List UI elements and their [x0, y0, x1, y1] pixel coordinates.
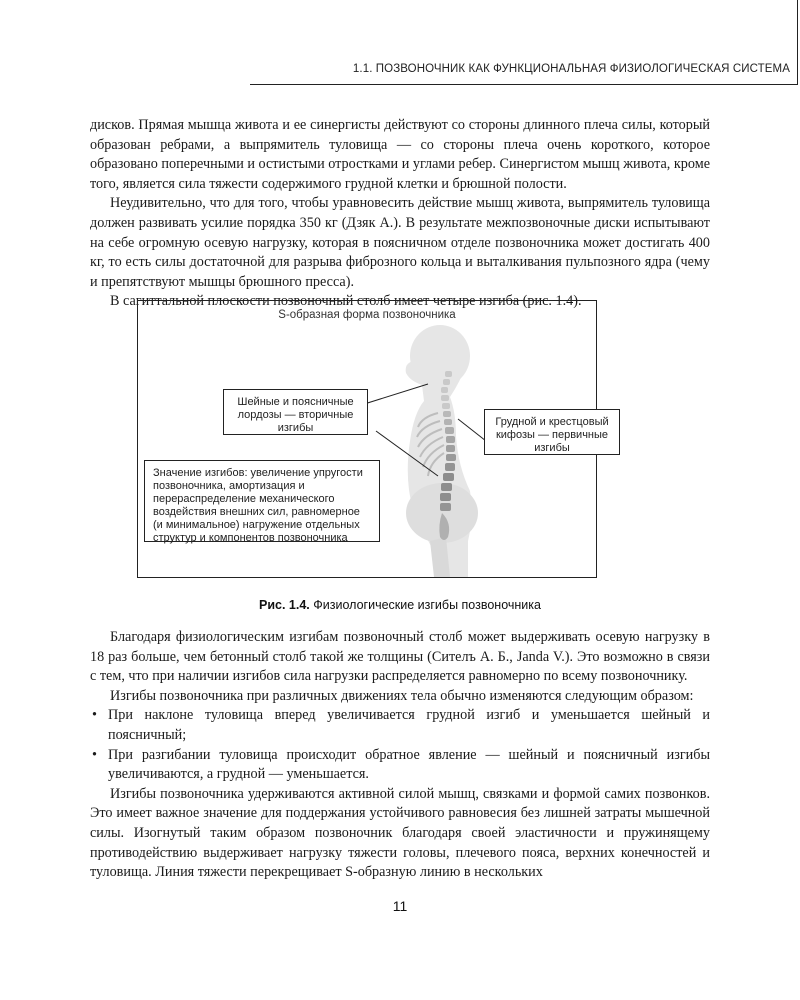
paragraph-5: Изгибы позвоночника при различных движениях тела обычно изменяются следующим образом:: [110, 687, 694, 704]
figure-caption: [0, 598, 800, 612]
corner-rule: [797, 0, 798, 84]
paragraph-4: Благодаря физиологическим изгибам позвоночный столб может выдерживать осевую нагрузку в 18 раз больше, чем бетонный столб такой же толщины (Сителъ А. Б., Janda V.). Это возможно в связи с тем, что при наличии изгибов сила нагрузки распределяется равномерно по всему позвоночнику.: [90, 629, 710, 685]
list-item-text: При наклоне туловища вперед увеличивается грудной изгиб и уменьшается шейный и поясничный;: [108, 707, 710, 743]
page-number: 11: [392, 898, 408, 914]
caption-text: Физиологические изгибы позвоночника: [313, 598, 541, 612]
paragraph-6: Изгибы позвоночника удерживаются активной силой мышц, связками и формой самих позвонков. Это имеет важное значение для поддержания устойчивого равновесия без лишней затраты мышечной силы. Изогнутый таким образом позвоночник благодаря своей эластичности и пружинящему противодействию выдерживает нагрузку тяжести головы, плечевого пояса, верхних конечностей и туловища. Линия тяжести перекрещивает S-образную линию в нескольких: [90, 785, 710, 881]
callout-meaning: Значение изгибов: увеличение упругости позвоночника, амортизация и перераспределение механического воздействия внешних сил, равномерное (и минимальное) нагружение отдельных структур и компонентов позвоночника: [144, 460, 380, 542]
list-item: [90, 706, 710, 745]
list-item-text: При разгибании туловища происходит обратное явление — шейный и поясничный изгибы увеличиваются, а грудной — уменьшается.: [108, 746, 710, 783]
body-text-bottom: [90, 628, 710, 883]
header-rule: [250, 84, 798, 85]
list-item: [90, 746, 710, 785]
paragraph-2: Неудивительно, что для того, чтобы уравновесить действие мышц живота, выпрямитель туловища должен развивать усилие порядка 350 кг (Дзяк А.). В результате межпозвоночные диски испытывают на себе огромную осевую нагрузку, которая в поясничном отделе позвоночника может достигать 400 кг, то есть силы достаточной для разрыва фиброзного кольца и выталкивания пульпозного ядра (чему и препятствуют мышцы брюшного пресса).: [90, 195, 710, 290]
paragraph-1: дисков. Прямая мышца живота и ее синергисты действуют со стороны длинного плеча силы, который образован ребрами, а выпрямитель туловища — со стороны плеча очень короткого, которое образовано поперечными и остистыми отростками и углами ребер. Синергистом мышц живота, кроме того, является сила тяжести содержимого грудной клетки и брюшной полости.: [90, 117, 710, 192]
callout-lordoses: Шейные и поясничные лордозы — вторичные изгибы: [223, 389, 368, 435]
callout-kyphoses: Грудной и крестцовый кифозы — первичные изгибы: [484, 409, 620, 455]
bullet-icon: •: [92, 746, 97, 763]
spine-figure: [137, 300, 609, 578]
caption-label: Рис. 1.4.: [259, 598, 310, 612]
figure-title: S-образная форма позвоночника: [278, 309, 456, 321]
bullet-icon: •: [92, 707, 97, 724]
paragraph-3: В сагиттальной плоскости позвоночный столб имеет четыре изгиба (рис. 1.4).: [110, 293, 582, 310]
bullet-list: [90, 706, 710, 784]
body-text-top: [90, 116, 710, 312]
body-silhouette: [406, 325, 478, 577]
running-head: 1.1. ПОЗВОНОЧНИК КАК ФУНКЦИОНАЛЬНАЯ ФИЗИОЛОГИЧЕСКАЯ СИСТЕМА: [352, 63, 790, 75]
